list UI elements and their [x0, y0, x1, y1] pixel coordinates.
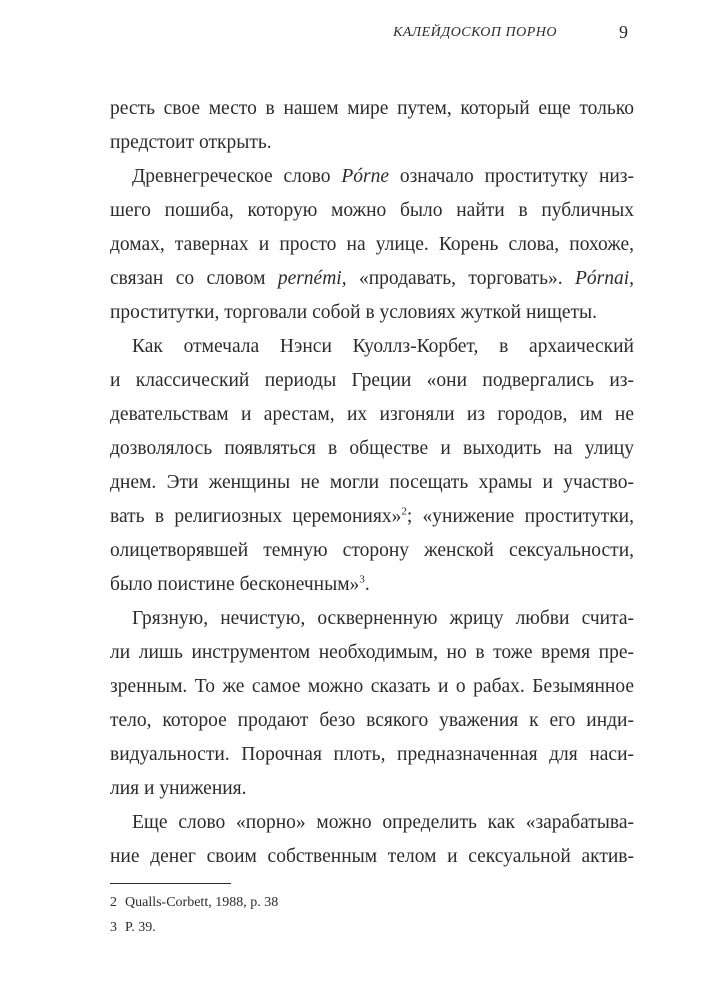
footnotes — [110, 890, 510, 940]
text-line: днем. Эти женщины не могли посещать храмы и участво- — [110, 472, 634, 493]
footnote-divider — [110, 883, 231, 884]
text-line: связан со словом pernémi, «продавать, торговать». Pórnai, — [110, 268, 635, 289]
text-line: проститутки, торговали собой в условиях жуткой нищеты. — [110, 302, 597, 323]
text-line: шего пошиба, которую можно было найти в публичных — [110, 200, 634, 221]
greek-term: Pórne — [341, 166, 389, 187]
text-line: ресть свое место в нашем мире путем, который еще только — [110, 98, 634, 119]
main-text — [110, 92, 634, 874]
text-line: ли лишь инструментом необходимым, но в тоже время пре- — [110, 642, 634, 663]
text-line: олицетворявшей темную сторону женской сексуальности, — [110, 540, 634, 561]
text-line: тело, которое продают безо всякого уважения к его инди- — [110, 710, 634, 731]
footnote-ref[interactable]: 2 — [401, 505, 407, 518]
footnote — [110, 890, 510, 915]
text-line: ние денег своим собственным телом и сексуальной актив- — [110, 846, 634, 867]
running-head — [0, 20, 705, 50]
running-title: КАЛЕЙДОСКОП ПОРНО — [393, 25, 557, 40]
text-line: видуальности. Порочная плоть, предназначенная для наси- — [110, 744, 634, 765]
text-line: и классический периоды Греции «они подвергались из- — [110, 370, 634, 391]
text-line: предстоит открыть. — [110, 132, 272, 153]
text-line: Как отмечала Нэнси Куоллз-Корбет, в архаический — [132, 336, 634, 357]
footnote-text: P. 39. — [125, 920, 156, 935]
text-line: домах, тавернах и просто на улице. Корень слова, похоже, — [110, 234, 634, 255]
text-line: Грязную, нечистую, оскверненную жрицу любви счита- — [132, 608, 634, 629]
footnote — [110, 915, 510, 940]
text-line: Еще слово «порно» можно определить как «зарабатыва- — [132, 812, 634, 833]
footnote-text: Qualls-Corbett, 1988, p. 38 — [125, 895, 279, 910]
text-line: девательствам и арестам, их изгоняли из городов, им не — [110, 404, 634, 425]
text-line: было поистине бесконечным»$^3$. — [110, 573, 370, 595]
page-number: 9 — [619, 22, 628, 42]
greek-term: pernémi, — [277, 268, 347, 289]
text-line: дозволялось появляться в обществе и выходить на улицу — [110, 438, 634, 459]
text-line: зренным. То же самое можно сказать и о рабах. Безымянное — [110, 676, 634, 697]
text-line: вать в религиозных церемониях»$^2$; «унижение проститутки, — [110, 505, 634, 527]
footnote-number: 3 — [110, 920, 117, 935]
greek-term: Pórnai, — [574, 268, 635, 289]
footnote-ref[interactable]: 3 — [359, 573, 365, 586]
text-line: Древнегреческое слово Pórne означало проститутку низ- — [132, 166, 635, 187]
footnote-number: 2 — [110, 895, 117, 910]
text-line: лия и унижения. — [110, 778, 247, 799]
